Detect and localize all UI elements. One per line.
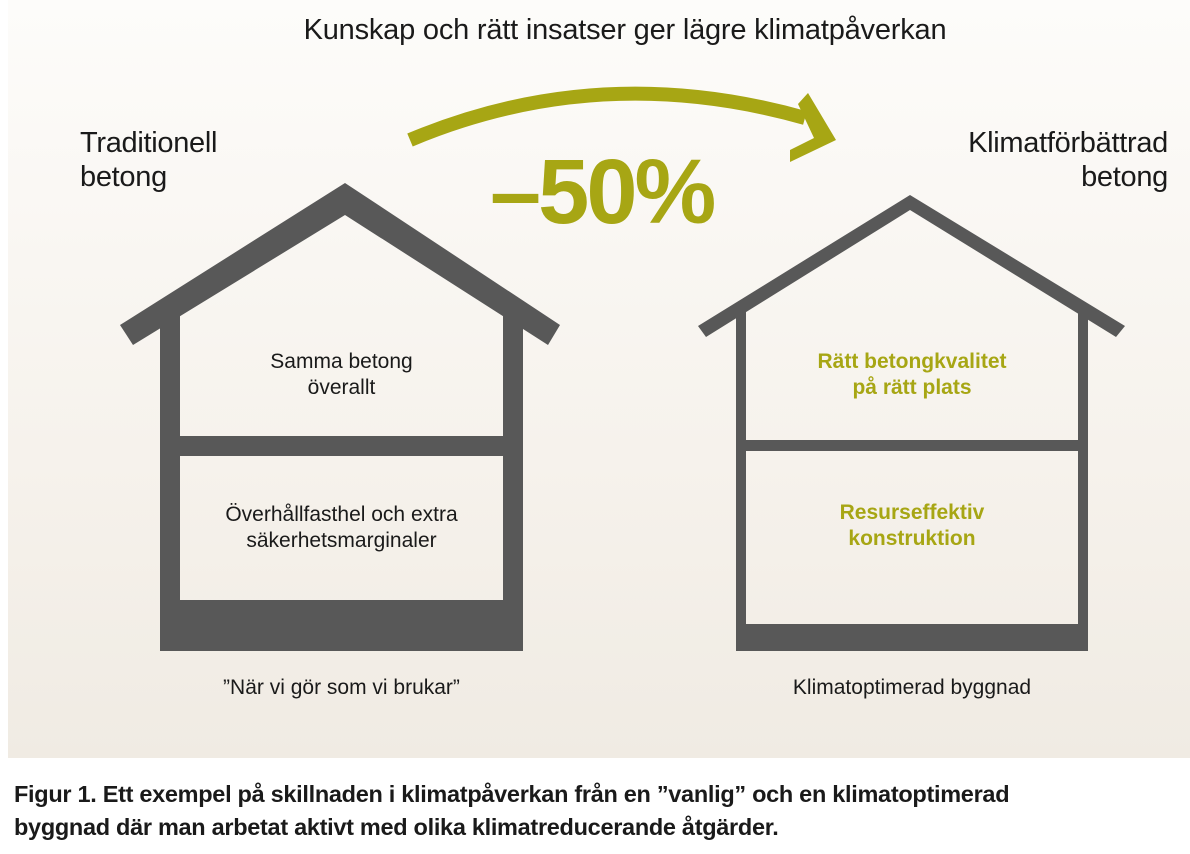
left-house-floor-divider: [160, 436, 523, 456]
right-house: [698, 195, 1125, 651]
left-lower-line1: Överhållfasthel och extra: [225, 503, 458, 526]
diagram-title: Kunskap och rätt insatser ger lägre klimatpåverkan: [303, 14, 947, 46]
reduction-percent: –50%: [490, 141, 714, 243]
figure-caption: [14, 778, 1184, 844]
figure-caption-line2: byggnad där man arbetat aktivt med olika klimatreducerande åtgärder.: [14, 814, 779, 840]
right-upper-line1: Rätt betongkvalitet: [817, 350, 1007, 373]
right-lower-line2: konstruktion: [848, 527, 976, 550]
right-upper-room-text: [746, 349, 1078, 401]
right-house-caption: Klimatoptimerad byggnad: [792, 676, 1032, 699]
left-label-line2: betong: [80, 161, 167, 193]
left-upper-room-text: [180, 349, 503, 401]
left-lower-room-text: [180, 502, 503, 554]
left-house-foundation: [160, 600, 523, 651]
left-house: [120, 183, 560, 651]
right-house-roof: [698, 195, 1125, 337]
right-house-right-wall: [1078, 310, 1088, 650]
right-house-foundation: [736, 624, 1088, 651]
left-upper-line1: Samma betong: [270, 350, 413, 373]
reduction-arrowhead: [790, 93, 836, 162]
figure-caption-line1: Figur 1. Ett exempel på skillnaden i klimatpåverkan från en ”vanlig” och en klimatoptimerad: [14, 781, 1010, 807]
left-house-right-wall: [503, 305, 523, 650]
left-label-line1: Traditionell: [80, 127, 218, 159]
right-house-left-wall: [736, 310, 746, 650]
left-lower-line2: säkerhetsmarginaler: [246, 529, 437, 552]
left-house-label: [80, 126, 217, 194]
right-lower-room-text: [746, 500, 1078, 552]
right-house-label: [968, 126, 1168, 194]
left-house-caption: ”När vi gör som vi brukar”: [223, 676, 460, 699]
right-label-line2: betong: [1081, 161, 1168, 193]
right-upper-line2: på rätt plats: [852, 376, 972, 399]
left-upper-line2: överallt: [307, 376, 376, 399]
right-house-floor-divider: [736, 440, 1088, 451]
reduction-arrow: [410, 94, 805, 140]
right-label-line1: Klimatförbättrad: [968, 127, 1168, 159]
right-lower-line1: Resurseffektiv: [839, 501, 985, 524]
left-house-left-wall: [160, 305, 180, 650]
